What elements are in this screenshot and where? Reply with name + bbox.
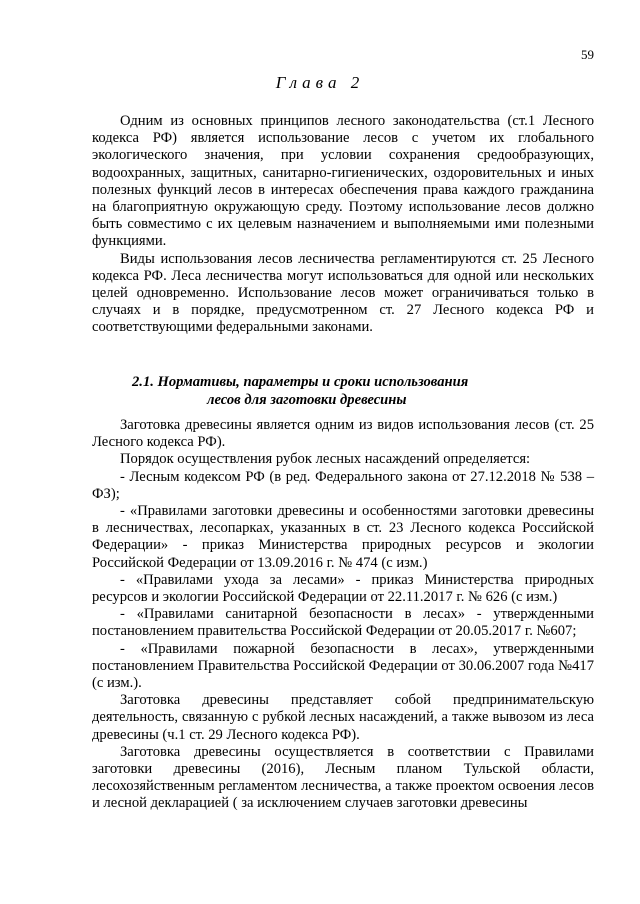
paragraph: Заготовка древесины представляет собой предпринимательскую деятельность, связанную с рубкой лесных насаждений, а также вывозом из леса древесины (ч.1 ст. 29 Лесного кодекса РФ).: [92, 692, 594, 743]
paragraph: Одним из основных принципов лесного законодательства (ст.1 Лесного кодекса РФ) является использование лесов с учетом их глобального экологического значения, при условии сохранения средообразующих, водоохранных, защитных, санитарно-гигиенических, оздоровительных и иных полезных функций лесов в интересах обеспечения права каждого гражданина на благоприятную окружающую среду. Поэтому использование лесов должно быть совместимо с их целевым назначением и выполняемыми ими полезными функциями.: [92, 113, 594, 250]
section-heading: [92, 373, 594, 409]
list-item: - «Правилами заготовки древесины и особенностями заготовки древесины в лесничествах, лесопарках, указанных в ст. 23 Лесного кодекса Российской Федерации» - приказ Министерства природных ресурсов и экологии Российской Федерации от 13.09.2016 г. № 474 (с изм.): [92, 503, 594, 571]
paragraph: Виды использования лесов лесничества регламентируются ст. 25 Лесного кодекса РФ. Леса лесничества могут использоваться для одной или нескольких целей одновременно. Использование лесов может ограничиваться только в случаях и в порядке, предусмотренном ст. 27 Лесного кодекса РФ и соответствующими федеральными законами.: [92, 250, 594, 336]
paragraph: Заготовка древесины осуществляется в соответствии с Правилами заготовки древесины (2016), Лесным планом Тульской области, лесохозяйственным регламентом лесничества, а также проектом освоения лесов и лесной декларацией ( за исключением случаев заготовки древесины: [92, 743, 594, 812]
list-item: - «Правилами пожарной безопасности в лесах», утвержденными постановлением Правительства Российской Федерации от 30.06.2007 года №417 (с изм.).: [92, 640, 594, 692]
section-heading-line: лесов для заготовки древесины: [207, 392, 407, 408]
section-text-block: [92, 417, 594, 813]
paragraph: Порядок осуществления рубок лесных насаждений определяется:: [120, 451, 531, 468]
chapter-title: Глава 2: [275, 73, 365, 92]
paragraph: Заготовка древесины является одним из видов использования лесов (ст. 25 Лесного кодекса РФ).: [92, 417, 594, 451]
list-item: - «Правилами санитарной безопасности в лесах» - утвержденными постановлением правительства Российской Федерации от 20.05.2017 г. №607;: [92, 606, 594, 640]
list-item: - Лесным кодексом РФ (в ред. Федерального закона от 27.12.2018 № 538 – ФЗ);: [92, 468, 594, 502]
page-number: 59: [581, 47, 594, 62]
section-heading-line: 2.1. Нормативы, параметры и сроки использования: [132, 374, 469, 390]
intro-text-block: [92, 113, 594, 337]
list-item: - «Правилами ухода за лесами» - приказ Министерства природных ресурсов и экологии Российской Федерации от 22.11.2017 г. № 626 (с изм.): [92, 571, 594, 606]
